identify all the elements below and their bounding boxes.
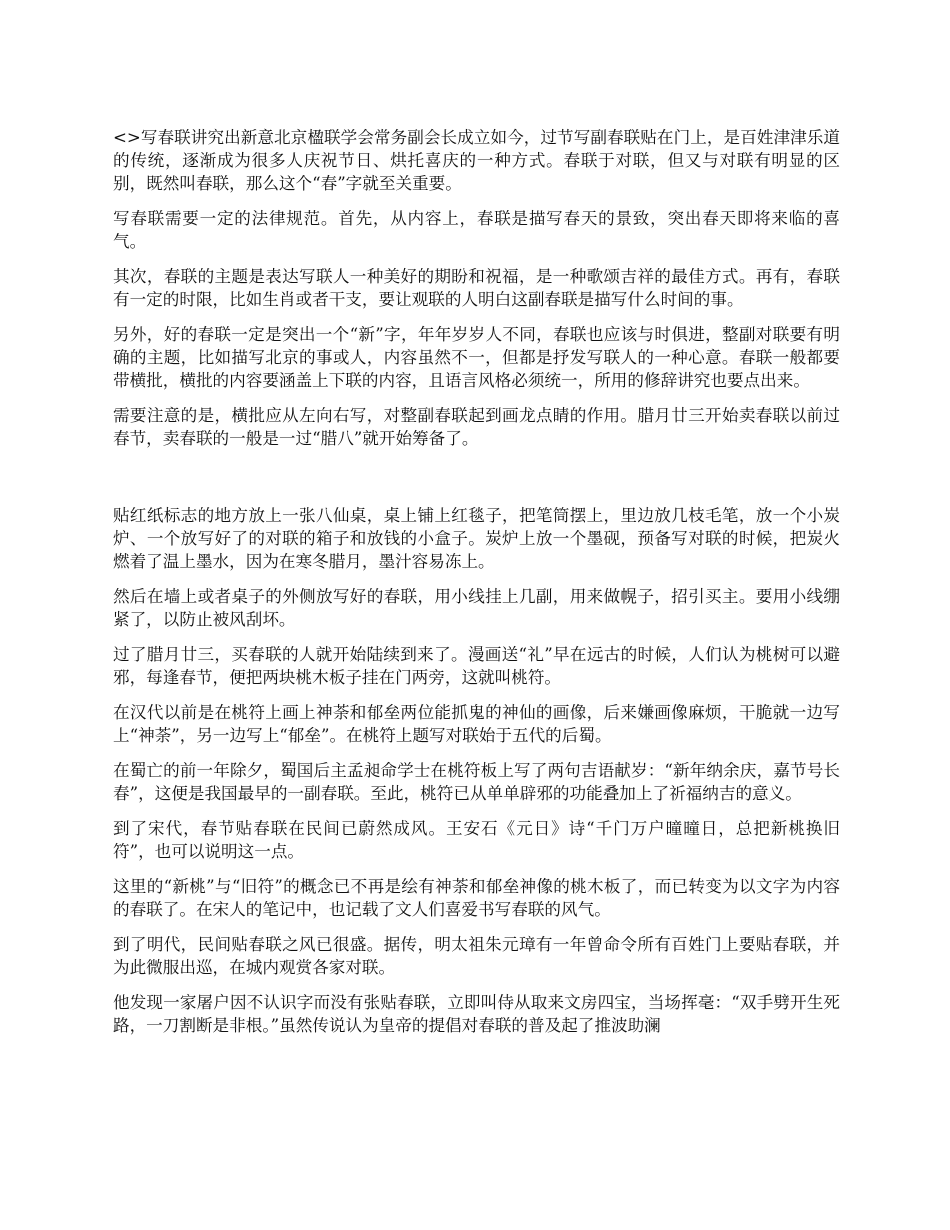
paragraph: 这里的“新桃”与“旧符”的概念已不再是绘有神荼和郁垒神像的桃木板了，而已转变为以文字为内容的春联了。在宋人的笔记中，也记载了文人们喜爱书写春联的风气。 (113, 877, 840, 919)
article-section-2 (113, 504, 840, 1037)
paragraph: 然后在墙上或者桌子的外侧放写好的春联，用小线挂上几副，用来做幌子，招引买主。要用小线绷紧了，以防止被风刮坏。 (113, 587, 840, 629)
section-gap (113, 462, 840, 504)
paragraph: 其次，春联的主题是表达写联人一种美好的期盼和祝福，是一种歌颂吉祥的最佳方式。再有，春联有一定的时限，比如生肖或者干支，要让观联的人明白这副春联是描写什么时间的事。 (113, 267, 840, 309)
paragraph: 在汉代以前是在桃符上画上神荼和郁垒两位能抓鬼的神仙的画像，后来嫌画像麻烦，干脆就一边写上“神荼”，另一边写上“郁垒”。在桃符上题写对联始于五代的后蜀。 (113, 703, 840, 745)
paragraph: 另外，好的春联一定是突出一个“新”字，年年岁岁人不同，春联也应该与时俱进，整副对联要有明确的主题，比如描写北京的事或人，内容虽然不一，但都是抒发写联人的一种心意。春联一般都要带横批，横批的内容要涵盖上下联的内容，且语言风格必须统一，所用的修辞讲究也要点出来。 (113, 325, 840, 390)
document-body (113, 126, 840, 1049)
article-section-1 (113, 126, 840, 450)
paragraph: 贴红纸标志的地方放上一张八仙桌，桌上铺上红毯子，把笔筒摆上，里边放几枝毛笔，放一个小炭炉、一个放写好了的对联的箱子和放钱的小盒子。炭炉上放一个墨砚，预备写对联的时候，把炭火燃着了温上墨水，因为在寒冬腊月，墨汁容易冻上。 (113, 506, 840, 571)
paragraph: 到了明代，民间贴春联之风已很盛。据传，明太祖朱元璋有一年曾命令所有百姓门上要贴春联，并为此微服出巡，在城内观赏各家对联。 (113, 935, 840, 977)
paragraph: <>写春联讲究出新意北京楹联学会常务副会长成立如今，过节写副春联贴在门上，是百姓津津乐道的传统，逐渐成为很多人庆祝节日、烘托喜庆的一种方式。春联于对联，但又与对联有明显的区别，既然叫春联，那么这个“春”字就至关重要。 (113, 128, 840, 193)
paragraph: 到了宋代，春节贴春联在民间已蔚然成风。王安石《元日》诗“千门万户曈曈日，总把新桃换旧符”，也可以说明这一点。 (113, 819, 840, 861)
paragraph: 需要注意的是，横批应从左向右写，对整副春联起到画龙点睛的作用。腊月廿三开始卖春联以前过春节，卖春联的一般是一过“腊八”就开始筹备了。 (113, 406, 840, 448)
paragraph: 他发现一家屠户因不认识字而没有张贴春联，立即叫侍从取来文房四宝，当场挥毫：“双手劈开生死路，一刀割断是非根。”虽然传说认为皇帝的提倡对春联的普及起了推波助澜 (113, 993, 840, 1035)
paragraph: 过了腊月廿三，买春联的人就开始陆续到来了。漫画送“礼”早在远古的时候，人们认为桃树可以避邪，每逢春节，便把两块桃木板子挂在门两旁，这就叫桃符。 (113, 645, 840, 687)
paragraph: 写春联需要一定的法律规范。首先，从内容上，春联是描写春天的景致，突出春天即将来临的喜气。 (113, 209, 840, 251)
paragraph: 在蜀亡的前一年除夕，蜀国后主孟昶命学士在桃符板上写了两句吉语献岁：“新年纳余庆，嘉节号长春”，这便是我国最早的一副春联。至此，桃符已从单单辟邪的功能叠加上了祈福纳吉的意义。 (113, 761, 840, 803)
